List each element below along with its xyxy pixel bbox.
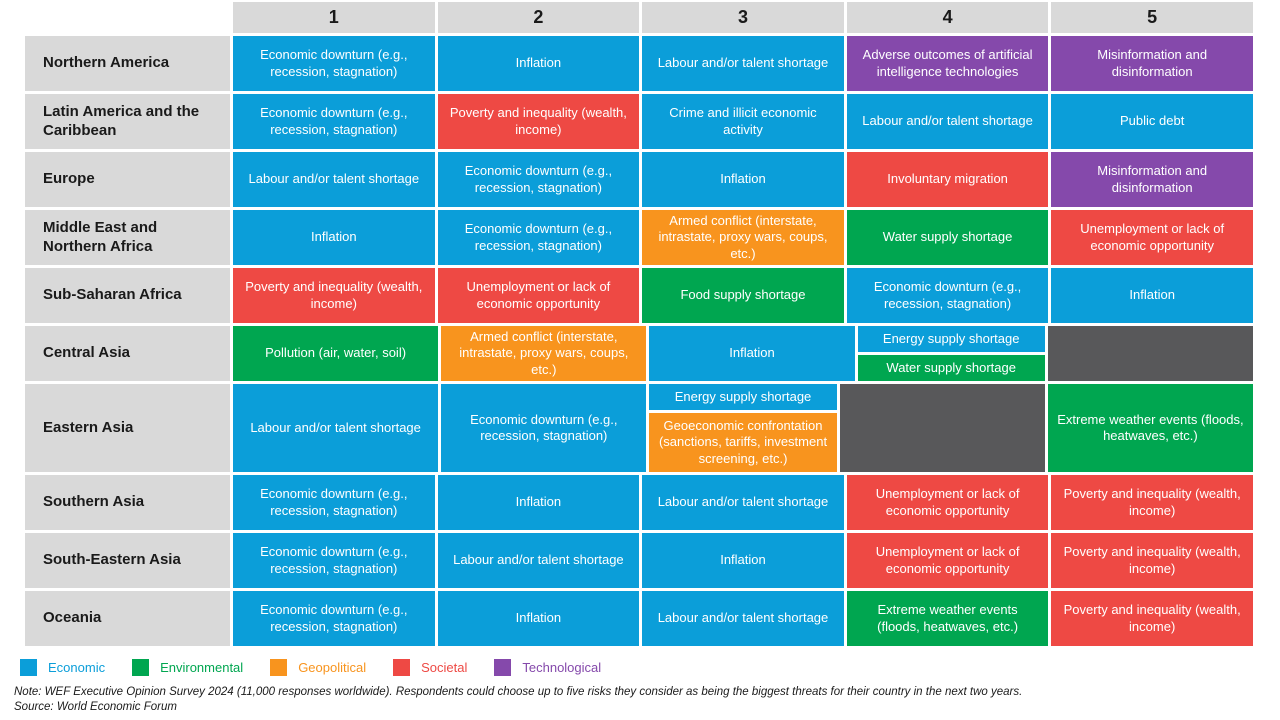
risk-cell: Inflation	[1051, 268, 1253, 323]
risk-cell: Inflation	[438, 475, 640, 530]
risk-cell: Inflation	[438, 591, 640, 646]
risk-cell: Labour and/or talent shortage	[233, 384, 438, 472]
risk-cell-split	[858, 326, 1045, 381]
region-label: Sub-Saharan Africa	[25, 268, 230, 323]
risk-cell: Extreme weather events (floods, heatwaves, etc.)	[1048, 384, 1253, 472]
risk-cell: Pollution (air, water, soil)	[233, 326, 438, 381]
region-label: Middle East and Northern Africa	[25, 210, 230, 265]
legend-item	[20, 659, 105, 676]
risk-cell: Armed conflict (interstate, intrastate, proxy wars, coups, etc.)	[441, 326, 646, 381]
legend-item	[494, 659, 601, 676]
table-row	[25, 94, 1253, 149]
risk-cell: Unemployment or lack of economic opportunity	[438, 268, 640, 323]
risk-cell: Poverty and inequality (wealth, income)	[233, 268, 435, 323]
legend-label: Economic	[48, 660, 106, 675]
risk-cell: Unemployment or lack of economic opportunity	[1051, 210, 1253, 265]
legend-item	[393, 659, 467, 676]
table-row	[25, 475, 1253, 530]
risk-cell: Unemployment or lack of economic opportunity	[847, 533, 1049, 588]
legend-label: Societal	[421, 660, 468, 675]
column-header: 2	[438, 2, 640, 33]
empty-cell	[840, 384, 1045, 472]
legend-label: Environmental	[160, 660, 244, 675]
risk-cell: Water supply shortage	[847, 210, 1049, 265]
legend-color-swatch-icon	[393, 659, 410, 676]
risk-cell: Economic downturn (e.g., recession, stagnation)	[441, 384, 646, 472]
region-label: Oceania	[25, 591, 230, 646]
risk-subcell: Energy supply shortage	[649, 384, 836, 410]
region-label: Central Asia	[25, 326, 230, 381]
table-row	[25, 326, 1253, 381]
header-row	[25, 2, 1253, 33]
table-row	[25, 591, 1253, 646]
table-row	[25, 384, 1253, 472]
risk-cell: Poverty and inequality (wealth, income)	[1051, 591, 1253, 646]
region-label: Southern Asia	[25, 475, 230, 530]
risk-subcell: Energy supply shortage	[858, 326, 1045, 352]
risk-subcell: Water supply shortage	[858, 355, 1045, 381]
table-row	[25, 152, 1253, 207]
source-text: Source: World Economic Forum	[14, 701, 177, 714]
risk-cell: Misinformation and disinformation	[1051, 152, 1253, 207]
risk-cell: Economic downturn (e.g., recession, stagnation)	[233, 533, 435, 588]
legend-label: Geopolitical	[298, 660, 367, 675]
region-label: Europe	[25, 152, 230, 207]
region-label: Eastern Asia	[25, 384, 230, 472]
table-row	[25, 210, 1253, 265]
risk-cell: Economic downturn (e.g., recession, stagnation)	[233, 36, 435, 91]
legend-color-swatch-icon	[20, 659, 37, 676]
risk-cell: Economic downturn (e.g., recession, stagnation)	[438, 152, 640, 207]
risk-cell: Unemployment or lack of economic opportunity	[847, 475, 1049, 530]
risk-cell: Crime and illicit economic activity	[642, 94, 844, 149]
risk-cell: Poverty and inequality (wealth, income)	[1051, 533, 1253, 588]
risk-cell: Inflation	[438, 36, 640, 91]
risk-cell: Economic downturn (e.g., recession, stagnation)	[847, 268, 1049, 323]
legend-color-swatch-icon	[494, 659, 511, 676]
risk-cell: Economic downturn (e.g., recession, stagnation)	[233, 94, 435, 149]
risk-cell: Inflation	[649, 326, 854, 381]
legend-color-swatch-icon	[270, 659, 287, 676]
risk-cell: Labour and/or talent shortage	[642, 475, 844, 530]
column-header: 1	[233, 2, 435, 33]
risk-cell: Poverty and inequality (wealth, income)	[1051, 475, 1253, 530]
risk-cell: Misinformation and disinformation	[1051, 36, 1253, 91]
legend-item	[270, 659, 366, 676]
risk-cell: Extreme weather events (floods, heatwaves, etc.)	[847, 591, 1049, 646]
risk-cell: Economic downturn (e.g., recession, stagnation)	[233, 591, 435, 646]
legend-color-swatch-icon	[132, 659, 149, 676]
risk-cell: Labour and/or talent shortage	[438, 533, 640, 588]
risk-cell: Economic downturn (e.g., recession, stagnation)	[438, 210, 640, 265]
risk-cell: Food supply shortage	[642, 268, 844, 323]
legend-item	[132, 659, 243, 676]
risk-cell: Poverty and inequality (wealth, income)	[438, 94, 640, 149]
risk-cell: Labour and/or talent shortage	[642, 591, 844, 646]
table-corner	[25, 2, 230, 33]
region-label: Northern America	[25, 36, 230, 91]
legend	[20, 659, 1280, 676]
risk-cell: Labour and/or talent shortage	[847, 94, 1049, 149]
risk-cell: Armed conflict (interstate, intrastate, proxy wars, coups, etc.)	[642, 210, 844, 265]
risk-cell: Involuntary migration	[847, 152, 1049, 207]
column-header: 3	[642, 2, 844, 33]
risk-cell: Public debt	[1051, 94, 1253, 149]
risk-cell: Adverse outcomes of artificial intelligence technologies	[847, 36, 1049, 91]
table-row	[25, 533, 1253, 588]
legend-label: Technological	[522, 660, 602, 675]
table-row	[25, 268, 1253, 323]
risk-subcell: Geoeconomic confrontation (sanctions, tariffs, investment screening, etc.)	[649, 413, 836, 472]
column-header: 5	[1051, 2, 1253, 33]
regional-risks-table	[25, 2, 1253, 646]
table-row	[25, 36, 1253, 91]
region-label: South-Eastern Asia	[25, 533, 230, 588]
risk-cell: Inflation	[642, 533, 844, 588]
risk-cell: Inflation	[233, 210, 435, 265]
empty-cell	[1048, 326, 1253, 381]
risk-cell: Economic downturn (e.g., recession, stagnation)	[233, 475, 435, 530]
risk-cell: Labour and/or talent shortage	[233, 152, 435, 207]
risk-cell-split	[649, 384, 836, 472]
note-text: Note: WEF Executive Opinion Survey 2024 (11,000 responses worldwide). Respondents could choose up to five risks they consider as being the biggest threats for their country in the next two years.	[14, 686, 1023, 698]
region-label: Latin America and the Caribbean	[25, 94, 230, 149]
column-header: 4	[847, 2, 1049, 33]
risk-cell: Labour and/or talent shortage	[642, 36, 844, 91]
risk-cell: Inflation	[642, 152, 844, 207]
